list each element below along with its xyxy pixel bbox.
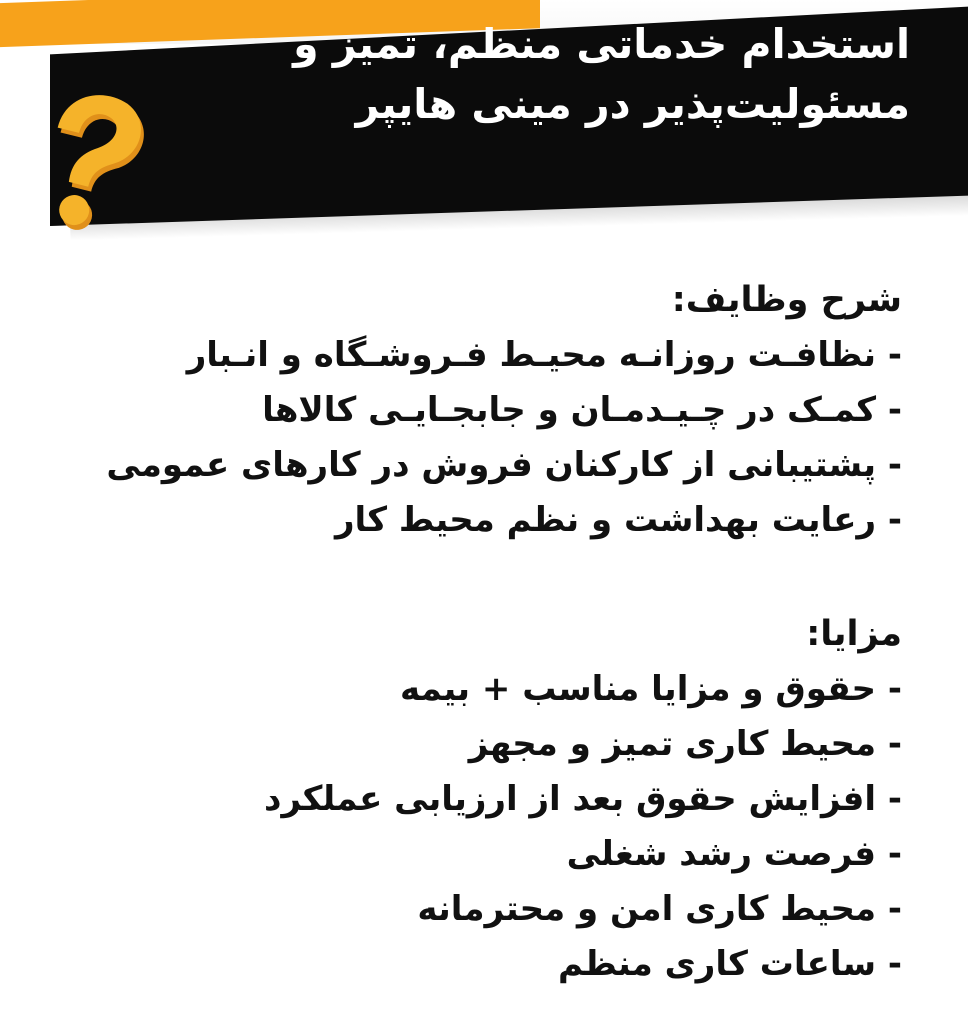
benefit-item: - محیط کاری تمیز و مجهز [468, 724, 902, 764]
benefit-item: - ساعات کاری منظم [558, 944, 902, 984]
benefit-item: - محیط کاری امن و محترمانه [417, 889, 902, 929]
benefit-item: - حقوق و مزایا مناسب + بیمه [399, 669, 902, 709]
benefits-heading: مزایا: [806, 614, 902, 654]
benefits-section [22, 606, 902, 992]
duty-item: - کمـک در چـیـدمـان و جابجـایـی کالاها [262, 390, 902, 430]
duty-item: - پشتیبانی از کارکنان فروش در کارهای عمومی [106, 445, 902, 485]
page-title [190, 14, 910, 134]
duties-heading: شرح وظایف: [671, 280, 902, 320]
benefit-item: - افزایش حقوق بعد از ارزیابی عملکرد [264, 779, 902, 819]
duty-item: - رعایت بهداشت و نظم محیط کار [334, 500, 902, 540]
duties-section [22, 272, 902, 548]
benefit-item: - فرصت رشد شغلی [566, 834, 902, 874]
page-title-line-1: استخدام خدماتی منظم، تمیز و [293, 20, 910, 68]
page-title-line-2: مسئولیت‌پذیر در مینی هایپر [355, 80, 910, 128]
duty-item: - نظافـت روزانـه محیـط فـروشـگاه و انـبار [186, 335, 902, 375]
question-mark-icon [28, 78, 148, 248]
